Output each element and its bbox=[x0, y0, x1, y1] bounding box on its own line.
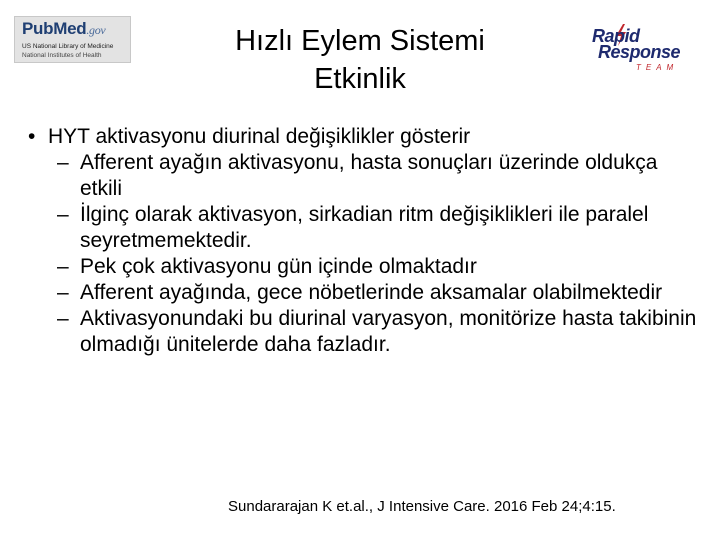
slide-title bbox=[180, 22, 540, 98]
sub-bullet-item bbox=[28, 280, 700, 306]
rapid-response-team-logo bbox=[590, 26, 702, 76]
sub-bullet-item bbox=[28, 202, 700, 254]
dash-marker: – bbox=[57, 281, 69, 304]
rrt-logo-response: Response bbox=[598, 42, 681, 62]
slide-title-line1: Hızlı Eylem Sistemi bbox=[235, 25, 485, 57]
dash-marker: – bbox=[57, 151, 69, 174]
pubmed-logo-wordmark: PubMed.gov bbox=[22, 19, 106, 38]
sub-bullet-text: Afferent ayağında, gece nöbetlerinde aksamalar olabilmektedir bbox=[80, 281, 663, 304]
sub-bullet-text: İlginç olarak aktivasyon, sirkadian ritm değişiklikleri ile paralel seyretmemektedir. bbox=[80, 203, 649, 252]
sub-bullet-item bbox=[28, 254, 700, 280]
main-bullet bbox=[28, 124, 708, 150]
dash-marker: – bbox=[57, 255, 69, 278]
slide-title-line2: Etkinlik bbox=[314, 63, 406, 95]
sub-bullet-text: Afferent ayağın aktivasyonu, hasta sonuçları üzerinde oldukça etkili bbox=[80, 151, 658, 200]
pubmed-logo-nlm: US National Library of Medicine bbox=[22, 43, 114, 50]
dash-marker: – bbox=[57, 307, 69, 330]
slide-content bbox=[28, 124, 708, 358]
pubmed-logo-nih: National Institutes of Health bbox=[22, 52, 102, 59]
rrt-logo-team: TEAM bbox=[636, 63, 679, 72]
sub-bullet-list bbox=[28, 150, 708, 358]
sub-bullet-item bbox=[28, 306, 700, 358]
main-bullet-text: HYT aktivasyonu diurinal değişiklikler gösterir bbox=[48, 125, 471, 148]
bullet-marker: • bbox=[28, 125, 36, 148]
pubmed-logo bbox=[14, 16, 131, 63]
dash-marker: – bbox=[57, 203, 69, 226]
sub-bullet-text: Pek çok aktivasyonu gün içinde olmaktadır bbox=[80, 255, 477, 278]
citation: Sundararajan K et.al., J Intensive Care. 2016 Feb 24;4:15. bbox=[228, 498, 616, 515]
sub-bullet-text: Aktivasyonundaki bu diurinal varyasyon, monitörize hasta takibinin olmadığı ünitelerde daha fazladır. bbox=[80, 307, 697, 356]
rrt-logo-rapid: Rapid bbox=[592, 26, 640, 46]
sub-bullet-item bbox=[28, 150, 700, 202]
